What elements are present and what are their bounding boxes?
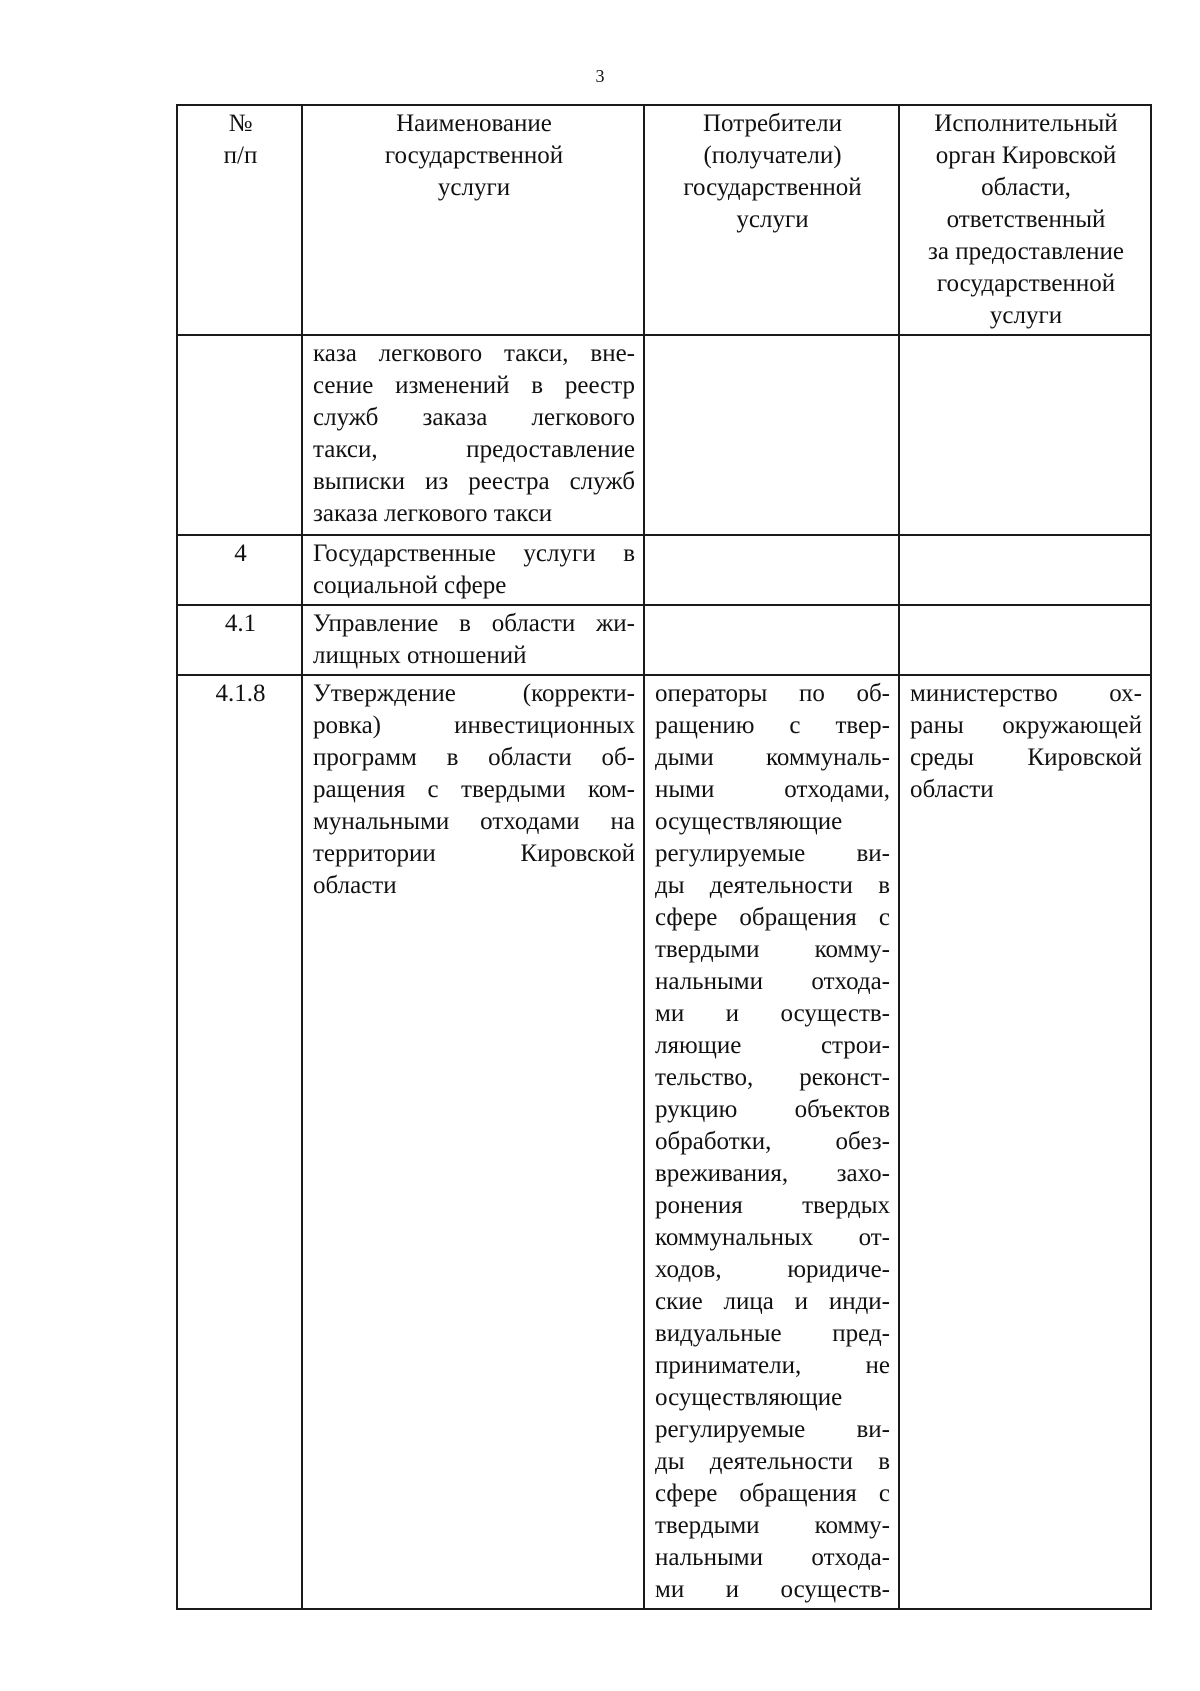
header-name-line: услуги [437, 174, 511, 201]
header-executor-line: области, [981, 174, 1071, 201]
cell-line: ными отходами, [655, 776, 890, 803]
page-number: 3 [595, 66, 605, 86]
cell-line: твердыми комму- [655, 1512, 890, 1539]
cell-line: ды деятельности в [655, 1448, 890, 1475]
cell-line: видуальные пред- [655, 1320, 890, 1347]
cell-line: дыми коммуналь- [655, 744, 890, 771]
header-name-line: государственной [384, 142, 564, 169]
cell-line: осуществляющие [655, 808, 843, 835]
cell-num: 4.1.8 [177, 675, 302, 1609]
cell-line: операторы по об- [655, 680, 890, 707]
cell-executor [899, 675, 1151, 1609]
table-header-row [177, 105, 1151, 335]
cell-name [302, 335, 644, 535]
header-executor-line: услуги [989, 302, 1063, 329]
header-executor-line: государственной [936, 270, 1116, 297]
header-executor-line: орган Кировской [935, 142, 1117, 169]
cell-line: программ в области об- [313, 744, 635, 771]
cell-line: ходов, юридиче- [655, 1256, 890, 1283]
cell-line: ращению с твер- [655, 712, 890, 739]
cell-line: тельство, реконст- [655, 1064, 890, 1091]
header-name [302, 105, 644, 335]
cell-executor [899, 335, 1151, 535]
cell-name [302, 535, 644, 605]
cell-line: ращения с твердыми ком- [313, 776, 635, 803]
table-row [177, 335, 1151, 535]
cell-line: выписки из реестра служб [313, 468, 635, 495]
cell-line: сфере обращения с [655, 1480, 890, 1507]
cell-name [302, 605, 644, 675]
header-executor [899, 105, 1151, 335]
cell-line: регулируемые ви- [655, 1416, 890, 1443]
cell-line: обработки, обез- [655, 1128, 890, 1155]
cell-num: 4.1 [177, 605, 302, 675]
cell-line: Управление в области жи- [313, 610, 635, 637]
cell-line: ды деятельности в [655, 872, 890, 899]
cell-line: области [910, 776, 994, 803]
cell-executor [899, 605, 1151, 675]
header-consumers [644, 105, 899, 335]
cell-line: Государственные услуги в [313, 540, 635, 567]
header-num [177, 105, 302, 335]
cell-consumers [644, 535, 899, 605]
header-consumers-line: Потребители [702, 110, 843, 137]
cell-consumers [644, 605, 899, 675]
header-executor-line: Исполнительный [934, 110, 1118, 137]
cell-line: ляющие строи- [655, 1032, 890, 1059]
header-name-line: Наименование [396, 110, 552, 137]
cell-num [177, 335, 302, 535]
cell-line: мунальными отходами на [313, 808, 635, 835]
header-consumers-line: государственной [683, 174, 862, 201]
cell-line: социальной сфере [313, 572, 507, 599]
header-consumers-line: услуги [736, 206, 809, 233]
cell-line: вреживания, захо- [655, 1160, 890, 1187]
cell-line: ронения твердых [655, 1192, 890, 1219]
header-consumers-line: (получатели) [703, 142, 842, 169]
cell-line: сение изменений в реестр [313, 372, 635, 399]
cell-line: служб заказа легкового [313, 404, 635, 431]
cell-line: территории Кировской [313, 840, 635, 867]
cell-line: области [313, 872, 397, 899]
cell-line: нальными отхода- [655, 1544, 890, 1571]
cell-line: нальными отхода- [655, 968, 890, 995]
cell-line: Утверждение (корректи- [313, 680, 635, 707]
header-executor-line: за предоставление [927, 238, 1125, 265]
table-row [177, 675, 1151, 1609]
cell-line: заказа легкового такси [313, 500, 553, 527]
header-num-line: № [228, 110, 253, 137]
cell-line: ские лица и инди- [655, 1288, 890, 1315]
cell-line: коммунальных от- [655, 1224, 890, 1251]
cell-line: сфере обращения с [655, 904, 890, 931]
cell-name [302, 675, 644, 1609]
header-num-line: п/п [223, 142, 258, 169]
cell-line: раны окружающей [910, 712, 1142, 739]
services-table [176, 104, 1152, 1610]
cell-line: рукцию объектов [655, 1096, 890, 1123]
table-row [177, 605, 1151, 675]
cell-line: такси, предоставление [313, 436, 635, 463]
cell-consumers [644, 335, 899, 535]
table-row [177, 535, 1151, 605]
cell-line: ровка) инвестиционных [313, 712, 635, 739]
cell-line: ми и осуществ- [655, 1000, 890, 1027]
cell-line: министерство ох- [910, 680, 1142, 707]
cell-line: каза легкового такси, вне- [313, 340, 635, 367]
cell-executor [899, 535, 1151, 605]
header-executor-line: ответственный [946, 206, 1106, 233]
cell-line: среды Кировской [910, 744, 1142, 771]
cell-line: приниматели, не [655, 1352, 890, 1379]
cell-line: регулируемые ви- [655, 840, 890, 867]
cell-line: осуществляющие [655, 1384, 843, 1411]
cell-consumers [644, 675, 899, 1609]
cell-line: лищных отношений [313, 642, 527, 669]
cell-line: ми и осуществ- [655, 1576, 890, 1603]
cell-num: 4 [177, 535, 302, 605]
cell-line: твердыми комму- [655, 936, 890, 963]
